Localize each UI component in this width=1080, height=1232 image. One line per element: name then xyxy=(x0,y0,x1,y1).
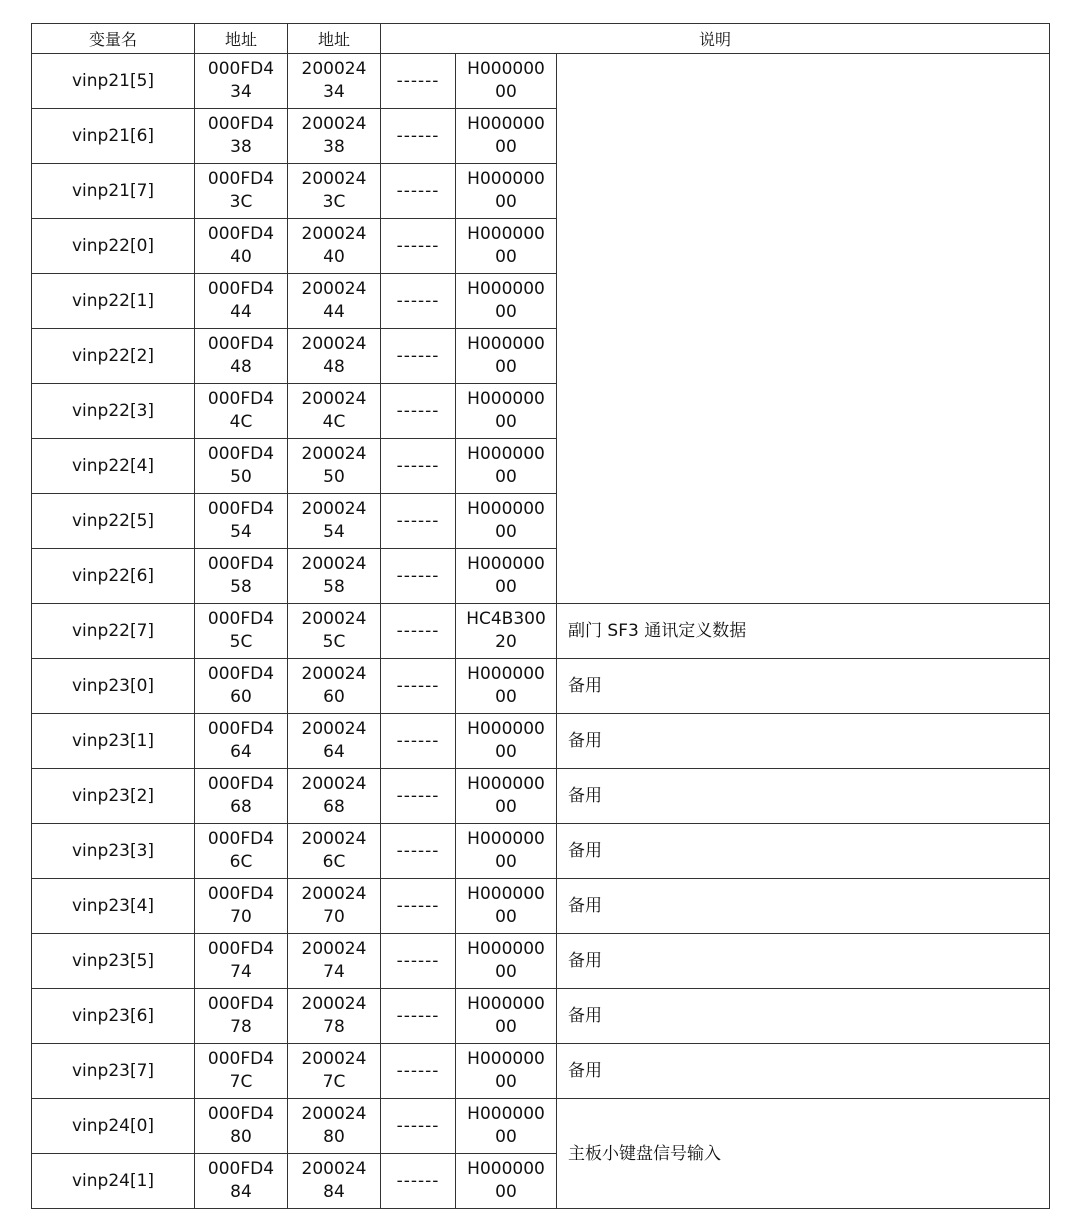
placeholder-dashes: ------ xyxy=(381,934,456,989)
address-1: 000FD4 70 xyxy=(195,879,288,934)
hex-value: H000000 00 xyxy=(456,384,557,439)
description xyxy=(557,54,1050,109)
description xyxy=(557,164,1050,219)
table-row xyxy=(32,219,1050,274)
address-2: 200024 48 xyxy=(288,329,381,384)
address-1: 000FD4 6C xyxy=(195,824,288,879)
address-2: 200024 60 xyxy=(288,659,381,714)
placeholder-dashes: ------ xyxy=(381,54,456,109)
hex-value: H000000 00 xyxy=(456,934,557,989)
variable-name: vinp22[6] xyxy=(32,549,195,604)
address-1: 000FD4 50 xyxy=(195,439,288,494)
table-row xyxy=(32,879,1050,934)
placeholder-dashes: ------ xyxy=(381,109,456,164)
description xyxy=(557,274,1050,329)
variable-name: vinp22[5] xyxy=(32,494,195,549)
description xyxy=(557,109,1050,164)
header-address-2: 地址 xyxy=(288,24,381,54)
placeholder-dashes: ------ xyxy=(381,604,456,659)
variable-name: vinp24[1] xyxy=(32,1154,195,1209)
header-description: 说明 xyxy=(381,24,1050,54)
address-2: 200024 34 xyxy=(288,54,381,109)
placeholder-dashes: ------ xyxy=(381,1099,456,1154)
hex-value: HC4B300 20 xyxy=(456,604,557,659)
placeholder-dashes: ------ xyxy=(381,879,456,934)
placeholder-dashes: ------ xyxy=(381,274,456,329)
description: 备用 xyxy=(557,1044,1050,1099)
description xyxy=(557,219,1050,274)
placeholder-dashes: ------ xyxy=(381,714,456,769)
address-1: 000FD4 5C xyxy=(195,604,288,659)
address-2: 200024 5C xyxy=(288,604,381,659)
address-1: 000FD4 34 xyxy=(195,54,288,109)
address-table xyxy=(31,23,1050,1209)
address-1: 000FD4 78 xyxy=(195,989,288,1044)
address-2: 200024 40 xyxy=(288,219,381,274)
hex-value: H000000 00 xyxy=(456,1044,557,1099)
placeholder-dashes: ------ xyxy=(381,769,456,824)
placeholder-dashes: ------ xyxy=(381,439,456,494)
address-2: 200024 44 xyxy=(288,274,381,329)
hex-value: H000000 00 xyxy=(456,439,557,494)
hex-value: H000000 00 xyxy=(456,879,557,934)
address-1: 000FD4 60 xyxy=(195,659,288,714)
variable-name: vinp22[4] xyxy=(32,439,195,494)
variable-name: vinp22[1] xyxy=(32,274,195,329)
description: 备用 xyxy=(557,769,1050,824)
table-header xyxy=(32,24,1050,54)
address-2: 200024 54 xyxy=(288,494,381,549)
address-2: 200024 50 xyxy=(288,439,381,494)
table-body xyxy=(32,54,1050,1209)
address-2: 200024 6C xyxy=(288,824,381,879)
description: 主板小键盘信号输入 xyxy=(557,1099,1050,1209)
address-2: 200024 4C xyxy=(288,384,381,439)
header-variable-name: 变量名 xyxy=(32,24,195,54)
description xyxy=(557,384,1050,439)
table-row xyxy=(32,549,1050,604)
table-row xyxy=(32,109,1050,164)
description: 备用 xyxy=(557,879,1050,934)
address-1: 000FD4 38 xyxy=(195,109,288,164)
address-2: 200024 7C xyxy=(288,1044,381,1099)
address-1: 000FD4 3C xyxy=(195,164,288,219)
table-row xyxy=(32,384,1050,439)
variable-name: vinp21[5] xyxy=(32,54,195,109)
variable-name: vinp21[6] xyxy=(32,109,195,164)
hex-value: H000000 00 xyxy=(456,1099,557,1154)
hex-value: H000000 00 xyxy=(456,109,557,164)
hex-value: H000000 00 xyxy=(456,329,557,384)
address-2: 200024 64 xyxy=(288,714,381,769)
description: 备用 xyxy=(557,989,1050,1044)
address-2: 200024 78 xyxy=(288,989,381,1044)
address-1: 000FD4 40 xyxy=(195,219,288,274)
header-address-1: 地址 xyxy=(195,24,288,54)
description xyxy=(557,329,1050,384)
placeholder-dashes: ------ xyxy=(381,384,456,439)
table-row xyxy=(32,934,1050,989)
hex-value: H000000 00 xyxy=(456,54,557,109)
table-row xyxy=(32,54,1050,109)
table-row xyxy=(32,1044,1050,1099)
variable-name: vinp23[7] xyxy=(32,1044,195,1099)
hex-value: H000000 00 xyxy=(456,549,557,604)
placeholder-dashes: ------ xyxy=(381,989,456,1044)
table-row xyxy=(32,824,1050,879)
address-2: 200024 68 xyxy=(288,769,381,824)
address-1: 000FD4 64 xyxy=(195,714,288,769)
placeholder-dashes: ------ xyxy=(381,1044,456,1099)
hex-value: H000000 00 xyxy=(456,274,557,329)
variable-name: vinp23[3] xyxy=(32,824,195,879)
hex-value: H000000 00 xyxy=(456,164,557,219)
variable-name: vinp24[0] xyxy=(32,1099,195,1154)
address-2: 200024 80 xyxy=(288,1099,381,1154)
table-row xyxy=(32,769,1050,824)
address-1: 000FD4 54 xyxy=(195,494,288,549)
hex-value: H000000 00 xyxy=(456,989,557,1044)
description xyxy=(557,439,1050,494)
address-1: 000FD4 58 xyxy=(195,549,288,604)
variable-name: vinp21[7] xyxy=(32,164,195,219)
address-2: 200024 74 xyxy=(288,934,381,989)
hex-value: H000000 00 xyxy=(456,769,557,824)
placeholder-dashes: ------ xyxy=(381,659,456,714)
variable-name: vinp22[2] xyxy=(32,329,195,384)
description: 备用 xyxy=(557,934,1050,989)
variable-name: vinp23[5] xyxy=(32,934,195,989)
variable-name: vinp22[3] xyxy=(32,384,195,439)
table-row xyxy=(32,494,1050,549)
address-2: 200024 38 xyxy=(288,109,381,164)
address-2: 200024 3C xyxy=(288,164,381,219)
address-1: 000FD4 68 xyxy=(195,769,288,824)
variable-name: vinp23[2] xyxy=(32,769,195,824)
placeholder-dashes: ------ xyxy=(381,219,456,274)
variable-name: vinp23[4] xyxy=(32,879,195,934)
variable-name: vinp23[6] xyxy=(32,989,195,1044)
variable-name: vinp23[1] xyxy=(32,714,195,769)
address-2: 200024 70 xyxy=(288,879,381,934)
description xyxy=(557,549,1050,604)
variable-name: vinp22[7] xyxy=(32,604,195,659)
placeholder-dashes: ------ xyxy=(381,494,456,549)
address-1: 000FD4 48 xyxy=(195,329,288,384)
address-2: 200024 58 xyxy=(288,549,381,604)
header-row xyxy=(32,24,1050,54)
hex-value: H000000 00 xyxy=(456,219,557,274)
hex-value: H000000 00 xyxy=(456,494,557,549)
hex-value: H000000 00 xyxy=(456,714,557,769)
address-1: 000FD4 44 xyxy=(195,274,288,329)
table-row xyxy=(32,274,1050,329)
address-2: 200024 84 xyxy=(288,1154,381,1209)
hex-value: H000000 00 xyxy=(456,659,557,714)
variable-name: vinp23[0] xyxy=(32,659,195,714)
description xyxy=(557,494,1050,549)
table-row xyxy=(32,659,1050,714)
placeholder-dashes: ------ xyxy=(381,549,456,604)
placeholder-dashes: ------ xyxy=(381,824,456,879)
table-row xyxy=(32,714,1050,769)
address-1: 000FD4 7C xyxy=(195,1044,288,1099)
table-row xyxy=(32,439,1050,494)
address-1: 000FD4 84 xyxy=(195,1154,288,1209)
description: 副门 SF3 通讯定义数据 xyxy=(557,604,1050,659)
address-1: 000FD4 4C xyxy=(195,384,288,439)
placeholder-dashes: ------ xyxy=(381,164,456,219)
variable-name: vinp22[0] xyxy=(32,219,195,274)
address-1: 000FD4 80 xyxy=(195,1099,288,1154)
hex-value: H000000 00 xyxy=(456,1154,557,1209)
table-row xyxy=(32,329,1050,384)
table-row xyxy=(32,989,1050,1044)
placeholder-dashes: ------ xyxy=(381,1154,456,1209)
placeholder-dashes: ------ xyxy=(381,329,456,384)
address-1: 000FD4 74 xyxy=(195,934,288,989)
table-row xyxy=(32,164,1050,219)
description: 备用 xyxy=(557,659,1050,714)
hex-value: H000000 00 xyxy=(456,824,557,879)
table-row xyxy=(32,604,1050,659)
table-row xyxy=(32,1099,1050,1154)
description: 备用 xyxy=(557,714,1050,769)
description: 备用 xyxy=(557,824,1050,879)
